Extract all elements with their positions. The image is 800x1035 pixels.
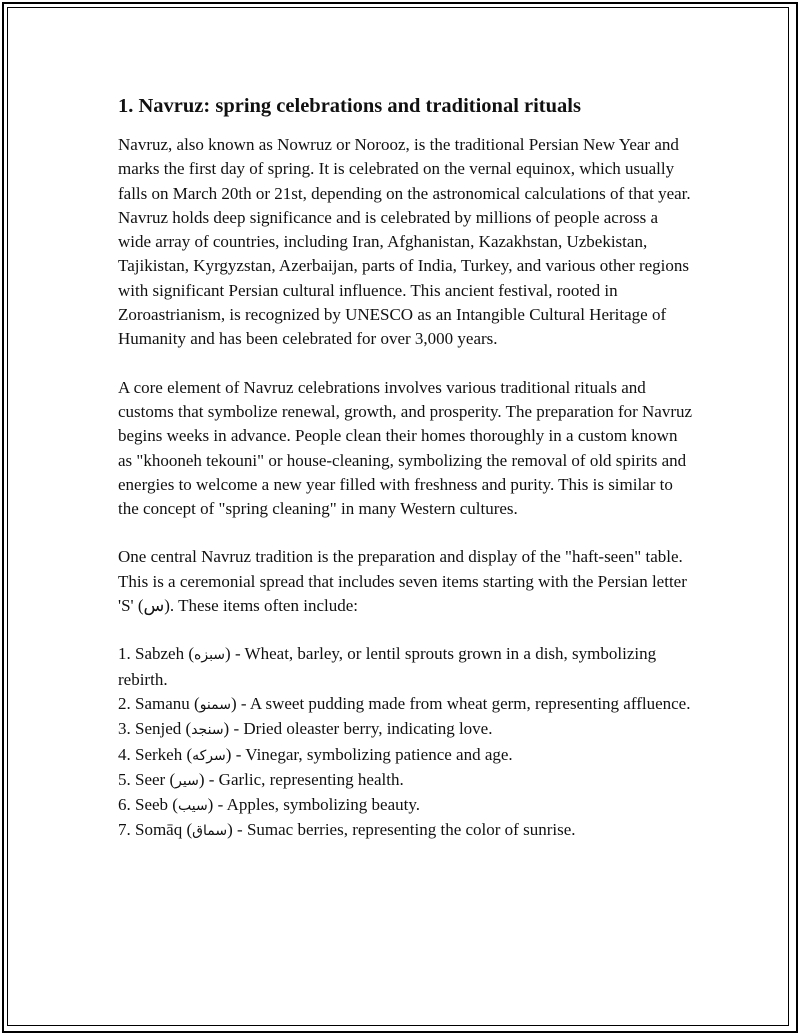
document-body (118, 93, 693, 844)
item-persian: سنجد (191, 722, 224, 739)
item-description: - A sweet pudding made from wheat germ, representing affluence. (236, 693, 691, 713)
paragraph-intro: Navruz, also known as Nowruz or Norooz, is the traditional Persian New Year and marks the first day of spring. It is celebrated on the vernal equinox, which usually falls on March 20th or 21st, depending on the astronomical calculations of that year. Navruz holds deep significance and is celebrated by millions of people across a wide array of countries, including Iran, Afghanistan, Kazakhstan, Uzbekistan, Tajikistan, Kyrgyzstan, Azerbaijan, parts of India, Turkey, and various other regions with significant Persian cultural influence. This ancient festival, rooted in Zoroastrianism, is recognized by UNESCO as an Intangible Cultural Heritage of Humanity and has been celebrated for over 3,000 years. (118, 135, 691, 349)
item-number: 6. (118, 795, 131, 815)
item-number: 3. (118, 719, 131, 739)
item-persian: سرکه (192, 747, 226, 764)
list-item: 1. Sabzeh (سبزه) - Wheat, barley, or lentil sprouts grown in a dish, symbolizing rebirth. (118, 644, 657, 689)
item-persian: سماق (192, 823, 228, 840)
list-item: 3. Senjed (سنجد) - Dried oleaster berry, indicating love. (118, 719, 493, 739)
item-name: Sabzeh (135, 644, 185, 664)
item-persian: سمنو (199, 696, 231, 713)
item-number: 1. (118, 644, 131, 664)
item-number: 7. (118, 820, 131, 840)
list-item: 2. Samanu (سمنو) - A sweet pudding made from wheat germ, representing affluence. (118, 693, 691, 713)
item-description: - Dried oleaster berry, indicating love. (229, 719, 493, 739)
item-description: - Sumac berries, representing the color of sunrise. (232, 820, 576, 840)
paragraph-haft-seen: One central Navruz tradition is the preparation and display of the "haft-seen" table. This is a ceremonial spread that includes seven items starting with the Persian letter 'S' (س). These items often include: (118, 547, 687, 616)
item-description: - Vinegar, symbolizing patience and age. (231, 744, 513, 764)
item-description: - Apples, symbolizing beauty. (213, 795, 420, 815)
item-description: - Garlic, representing health. (204, 769, 404, 789)
item-persian: سیر (175, 772, 199, 789)
item-name: Serkeh (135, 744, 183, 764)
item-name: Senjed (135, 719, 182, 739)
item-number: 4. (118, 744, 131, 764)
item-name: Seeb (135, 795, 169, 815)
item-number: 5. (118, 769, 131, 789)
item-name: Somāq (135, 820, 183, 840)
paragraph-rituals: A core element of Navruz celebrations involves various traditional rituals and customs that symbolize renewal, growth, and prosperity. The preparation for Navruz begins weeks in advance. People clean their homes thoroughly in a custom known as "khooneh tekouni" or house-cleaning, symbolizing the removal of old spirits and energies to welcome a new year filled with freshness and purity. This is similar to the concept of "spring cleaning" in many Western cultures. (118, 377, 693, 519)
item-name: Seer (135, 769, 166, 789)
list-item: 5. Seer (سیر) - Garlic, representing health. (118, 769, 404, 789)
haft-seen-list (118, 642, 693, 843)
list-item: 7. Somāq (سماق) - Sumac berries, representing the color of sunrise. (118, 820, 576, 840)
item-name: Samanu (135, 693, 190, 713)
item-persian: سبزه (194, 647, 226, 664)
item-persian: سیب (177, 798, 208, 815)
list-item: 6. Seeb (سیب) - Apples, symbolizing beauty. (118, 795, 420, 815)
item-description: - Wheat, barley, or lentil sprouts grown in a dish, symbolizing rebirth. (118, 644, 657, 689)
section-heading: 1. Navruz: spring celebrations and traditional rituals (118, 95, 581, 117)
item-number: 2. (118, 693, 131, 713)
list-item: 4. Serkeh (سرکه) - Vinegar, symbolizing patience and age. (118, 744, 513, 764)
